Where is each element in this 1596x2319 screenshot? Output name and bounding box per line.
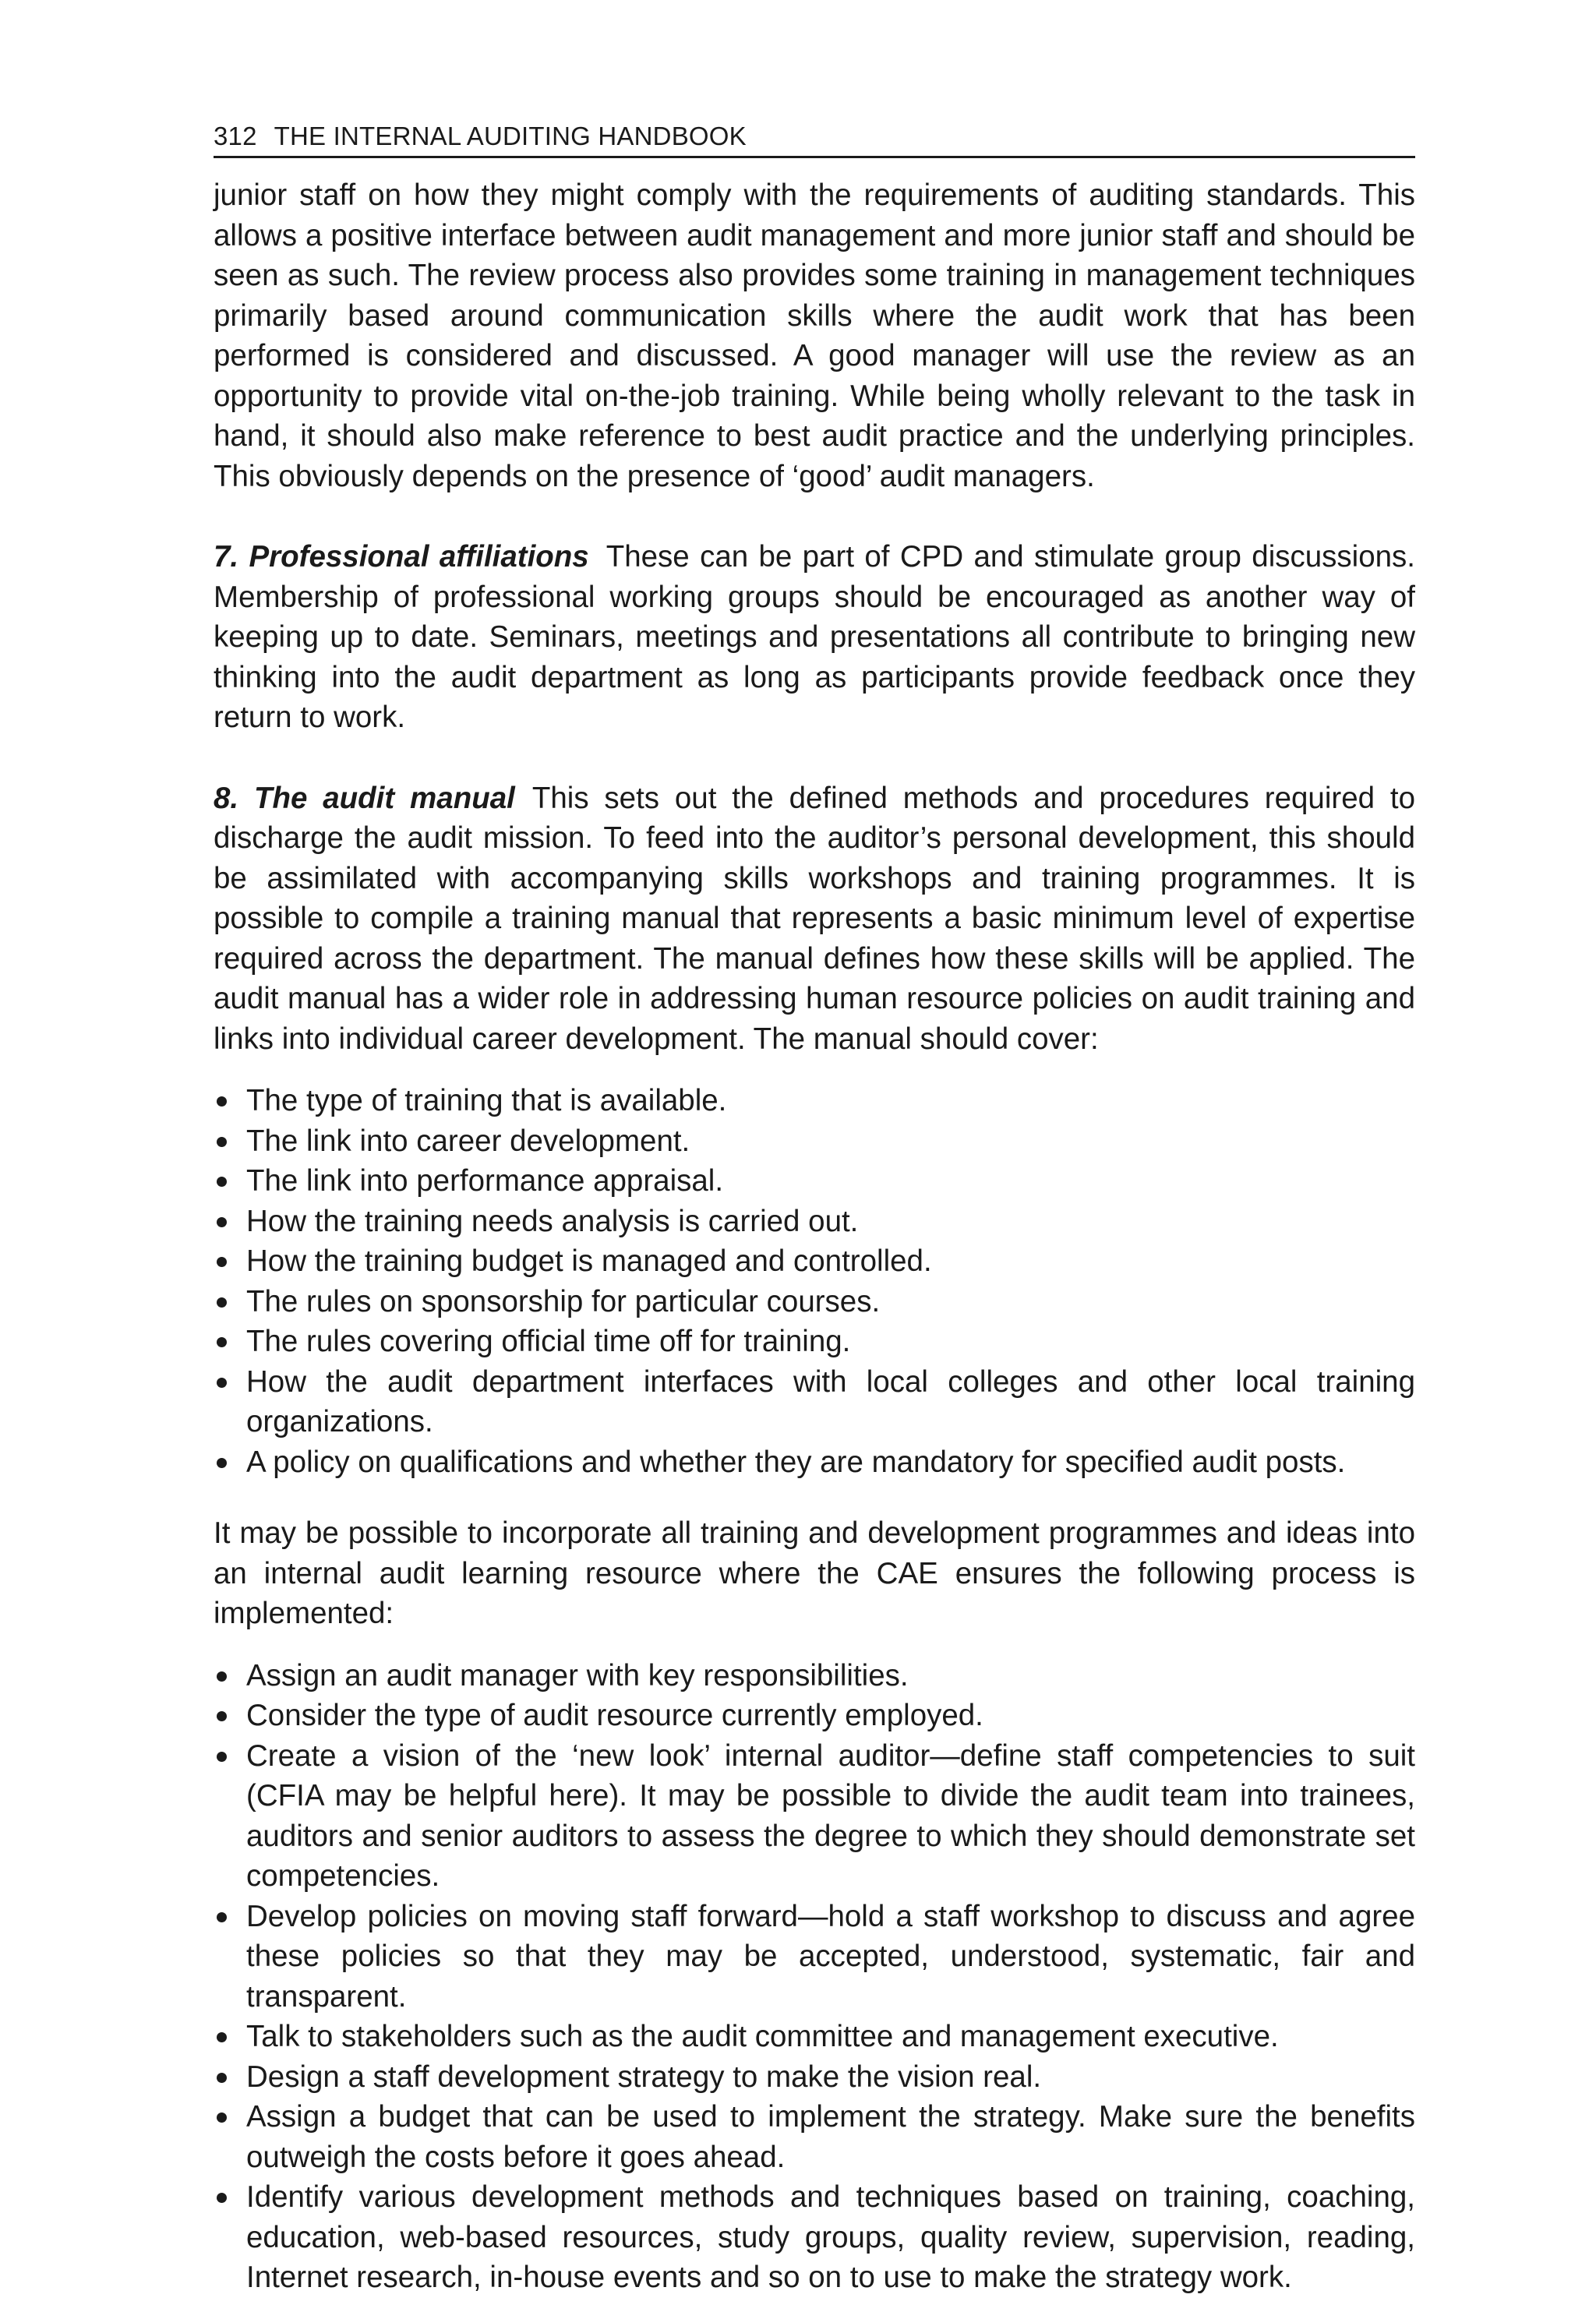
list-item: The type of training that is available. (214, 1081, 1415, 1121)
bullet-icon (217, 1671, 227, 1682)
bullet-icon (217, 2073, 227, 2083)
bullet-icon (217, 1257, 227, 1267)
bullet-icon (217, 1337, 227, 1347)
bullet-icon (217, 2193, 227, 2203)
book-page (214, 117, 1415, 2298)
list-item: The rules covering official time off for training. (214, 1322, 1415, 1362)
list-item: How the audit department interfaces with local colleges and other local training organizations. (214, 1362, 1415, 1442)
bullet-icon (217, 1177, 227, 1187)
list-item: The link into career development. (214, 1121, 1415, 1162)
section-audit-manual (214, 778, 1415, 1060)
list-item: How the training needs analysis is carried out. (214, 1202, 1415, 1242)
bullet-icon (217, 2113, 227, 2123)
list-item: Identify various development methods and techniques based on training, coaching, education, web-based resources, study groups, quality review, supervision, reading, Internet research, in-house events and so on to use to make the strategy work. (214, 2177, 1415, 2298)
list-item: The link into performance appraisal. (214, 1161, 1415, 1202)
list-item: Develop policies on moving staff forward—hold a staff workshop to discuss and agree these policies so that they may be accepted, understood, systematic, fair and transparent. (214, 1897, 1415, 2017)
list-item: Talk to stakeholders such as the audit committee and management executive. (214, 2017, 1415, 2057)
list-item: Assign a budget that can be used to implement the strategy. Make sure the benefits outweigh the costs before it goes ahead. (214, 2097, 1415, 2177)
bullet-icon (217, 1711, 227, 1721)
list-item: Consider the type of audit resource currently employed. (214, 1696, 1415, 1736)
list-item: Design a staff development strategy to make the vision real. (214, 2057, 1415, 2098)
bullet-icon (217, 1912, 227, 1922)
bullet-icon (217, 1096, 227, 1107)
section-heading-audit-manual: 8. The audit manual (214, 781, 515, 815)
section-heading-professional-affiliations: 7. Professional affiliations (214, 540, 589, 574)
learning-resource-paragraph: It may be possible to incorporate all training and development programmes and ideas into an internal audit learning resource where the CAE ensures the following process is implemented: (214, 1516, 1415, 1630)
bullet-icon (217, 1137, 227, 1147)
bullet-icon (217, 1217, 227, 1227)
bullet-icon (217, 1752, 227, 1762)
bullet-icon (217, 1297, 227, 1308)
learning-process-list (214, 1656, 1415, 2298)
section-text-audit-manual: This sets out the defined methods and procedures required to discharge the audit mission. To feed into the auditor’s personal development, this should be assimilated with accompanying skills workshops and training programmes. It is possible to compile a training manual that represents a basic minimum level of expertise required across the department. The manual defines how these skills will be applied. The audit manual has a wider role in addressing human resource policies on audit training and links into individual career development. The manual should cover: (214, 781, 1415, 1056)
running-header (214, 117, 1415, 158)
book-title: THE INTERNAL AUDITING HANDBOOK (274, 122, 747, 150)
bullet-icon (217, 1378, 227, 1388)
list-item: Assign an audit manager with key responsibilities. (214, 1656, 1415, 1696)
intro-paragraph: junior staff on how they might comply with the requirements of auditing standards. This allows a positive interface between audit management and more junior staff and should be seen as such. The review process also provides some training in management techniques primarily based around communication skills where the audit work that has been performed is considered and discussed. A good manager will use the review as an opportunity to provide vital on-the-job training. While being wholly relevant to the task in hand, it should also make reference to best audit practice and the underlying principles. This obviously depends on the presence of ‘good’ audit managers. (214, 178, 1415, 493)
list-item: How the training budget is managed and controlled. (214, 1241, 1415, 1282)
section-text-professional-affiliations: These can be part of CPD and stimulate group discussions. Membership of professional working groups should be encouraged as another way of keeping up to date. Seminars, meetings and presentations all contribute to bringing new thinking into the audit department as long as participants provide feedback once they return to work. (214, 540, 1415, 734)
list-item: A policy on qualifications and whether they are mandatory for specified audit posts. (214, 1442, 1415, 1483)
section-professional-affiliations (214, 537, 1415, 738)
bullet-icon (217, 2032, 227, 2042)
bullet-icon (217, 1458, 227, 1468)
manual-coverage-list (214, 1081, 1415, 1482)
page-number: 312 (214, 122, 257, 150)
list-item: Create a vision of the ‘new look’ internal auditor—define staff competencies to suit (CFIA may be helpful here). It may be possible to divide the audit team into trainees, auditors and senior auditors to assess the degree to which they should demonstrate set competencies. (214, 1736, 1415, 1897)
list-item: The rules on sponsorship for particular courses. (214, 1282, 1415, 1322)
